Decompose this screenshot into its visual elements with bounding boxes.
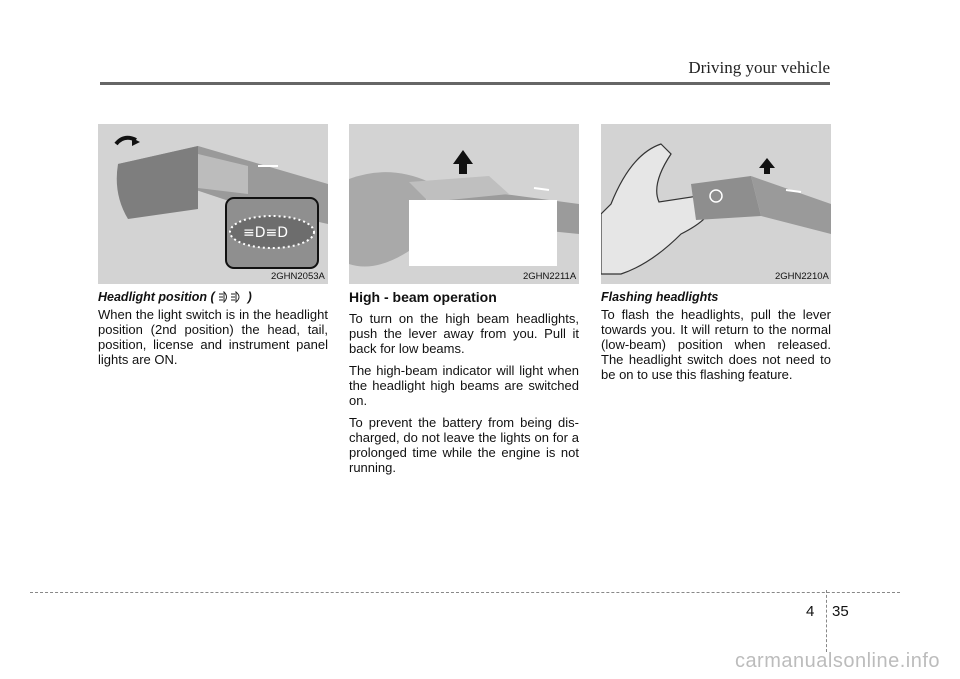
column-flashing xyxy=(601,290,831,389)
svg-text:≡D≡D: ≡D≡D xyxy=(243,225,289,241)
column-high-beam xyxy=(349,290,579,482)
figure-code: 2GHN2210A xyxy=(775,271,829,282)
section-title: High - beam operation xyxy=(349,289,497,305)
flash-pull-illustration xyxy=(601,124,831,284)
paragraph: The high-beam indicator will light when the headlight high beams are switched on. xyxy=(349,363,579,408)
figure-flashing xyxy=(601,124,831,284)
column-headlight-position xyxy=(98,290,328,374)
figure-headlight-position xyxy=(98,124,328,284)
paragraph: To turn on the high beam headlights, push the lever away from you. Pull it back for low beams. xyxy=(349,311,579,356)
headlight-lever-illustration xyxy=(98,124,328,284)
footer-rule xyxy=(30,592,900,593)
subtitle-text: Headlight position ( xyxy=(98,290,215,304)
footer-divider xyxy=(826,590,827,652)
headlight-symbol-icon xyxy=(218,291,244,303)
subsection-title: Flashing headlights xyxy=(601,290,719,304)
paragraph: When the light switch is in the headlight position (2nd position) the head, tail, position, license and instrument panel lights are ON. xyxy=(98,307,328,367)
figure-high-beam xyxy=(349,124,579,284)
page-number: 35 xyxy=(832,603,849,620)
section-header-title: Driving your vehicle xyxy=(688,58,830,77)
paragraph: To prevent the battery from being dis-charged, do not leave the lights on for a prolonged time while the engine is not running. xyxy=(349,415,579,475)
figure-code: 2GHN2211A xyxy=(523,271,577,282)
figure-code: 2GHN2053A xyxy=(271,271,325,282)
subtitle-close: ) xyxy=(247,290,252,304)
paragraph: To flash the headlights, pull the lever towards you. It will return to the normal (low-beam) position when released. The headlight switch does not need to be on to use this flashing feature. xyxy=(601,307,831,382)
subsection-title xyxy=(98,290,328,305)
header-rule xyxy=(100,82,830,85)
high-beam-push-illustration xyxy=(349,124,579,284)
chapter-number: 4 xyxy=(806,603,815,620)
watermark: carmanualsonline.info xyxy=(734,650,940,672)
